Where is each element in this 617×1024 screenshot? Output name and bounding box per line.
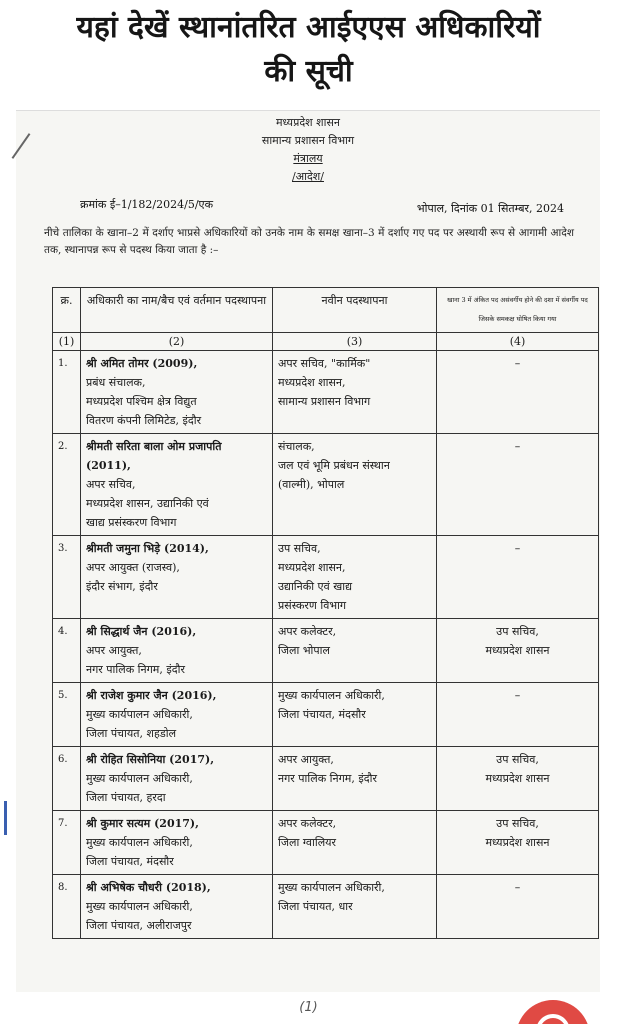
current-posting-line: जिला पंचायत, हरदा xyxy=(86,791,166,804)
current-posting-line: इंदौर संभाग, इंदौर xyxy=(86,580,158,593)
new-post-line: जिला ग्वालियर xyxy=(278,836,337,849)
officer-name: श्री अमित तोमर (2009), xyxy=(86,357,198,370)
cell-new-post xyxy=(273,683,437,747)
order-number: क्रमांक ई–1/182/2024/5/एक xyxy=(80,198,214,211)
current-posting-line: मुख्य कार्यपालन अधिकारी, xyxy=(86,772,193,785)
cell-new-post xyxy=(273,875,437,939)
cell-serial: 1. xyxy=(53,351,81,434)
table-row xyxy=(53,434,599,536)
new-post-line: अपर कलेक्टर, xyxy=(278,625,337,638)
doc-header-department: सामान्य प्रशासन विभाग xyxy=(261,134,355,147)
officer-name: श्रीमती जमुना भिड़े (2014), xyxy=(86,542,209,555)
current-posting-line: अपर आयुक्त, xyxy=(86,644,142,657)
cell-serial: 6. xyxy=(53,747,81,811)
equivalent-post-line: मध्यप्रदेश शासन xyxy=(485,644,550,657)
cell-equivalent-post xyxy=(437,351,599,434)
col-number: (1) xyxy=(53,333,81,351)
new-post-line: अपर आयुक्त, xyxy=(278,753,334,766)
doc-header-ministry: मंत्रालय xyxy=(293,152,323,165)
equivalent-post-line: – xyxy=(514,440,521,453)
new-post-line: मध्यप्रदेश शासन, xyxy=(278,561,346,574)
cell-new-post xyxy=(273,536,437,619)
cell-new-post xyxy=(273,619,437,683)
new-post-line: प्रसंस्करण विभाग xyxy=(278,599,347,612)
header-sn: क्र. xyxy=(53,288,81,333)
current-posting-line: मुख्य कार्यपालन अधिकारी, xyxy=(86,708,193,721)
table-header-row xyxy=(53,288,599,333)
current-posting-line: मुख्य कार्यपालन अधिकारी, xyxy=(86,900,193,913)
equivalent-post-line: – xyxy=(514,689,521,702)
new-post-line: जिला पंचायत, धार xyxy=(278,900,353,913)
new-post-line: जिला भोपाल xyxy=(278,644,330,657)
table-row xyxy=(53,747,599,811)
cell-serial: 5. xyxy=(53,683,81,747)
headline-line-2: की सूची xyxy=(264,54,353,89)
officer-name: श्री कुमार सत्यम (2017), xyxy=(86,817,199,830)
header-officer: अधिकारी का नाम/बैच एवं वर्तमान पदस्थापना xyxy=(81,288,273,333)
cell-officer xyxy=(81,434,273,536)
page-number: (1) xyxy=(299,1000,318,1015)
header-new-post: नवीन पदस्थापना xyxy=(273,288,437,333)
current-posting-line: नगर पालिक निगम, इंदौर xyxy=(86,663,185,676)
new-post-line: जिला पंचायत, मंदसौर xyxy=(278,708,366,721)
table-row xyxy=(53,811,599,875)
cell-officer xyxy=(81,875,273,939)
order-intro-text: नीचे तालिका के खाना–2 में दर्शाए भाप्रसे अधिकारियों को उनके नाम के समक्ष खाना–3 में दर्शाए गए पद पर अस्थायी रूप से आगामी आदेश तक, स्थानापन्न रूप से पदस्थ किया जाता है :– xyxy=(44,227,574,256)
current-posting-line: प्रबंध संचालक, xyxy=(86,376,146,389)
cell-equivalent-post xyxy=(437,747,599,811)
equivalent-post-line: मध्यप्रदेश शासन xyxy=(485,772,550,785)
new-post-line: उप सचिव, xyxy=(278,542,321,555)
new-post-line: नगर पालिक निगम, इंदौर xyxy=(278,772,377,785)
new-post-line: मुख्य कार्यपालन अधिकारी, xyxy=(278,881,385,894)
cell-equivalent-post xyxy=(437,811,599,875)
current-posting-line: जिला पंचायत, मंदसौर xyxy=(86,855,174,868)
cell-equivalent-post xyxy=(437,434,599,536)
new-post-line: उद्यानिकी एवं खाद्य xyxy=(278,580,353,593)
cell-officer xyxy=(81,536,273,619)
cell-new-post xyxy=(273,747,437,811)
table-row xyxy=(53,683,599,747)
cell-equivalent-post xyxy=(437,683,599,747)
cell-new-post xyxy=(273,351,437,434)
current-posting-line: जिला पंचायत, अलीराजपुर xyxy=(86,919,192,932)
order-date: भोपाल, दिनांक 01 सितम्बर, 2024 xyxy=(416,202,564,215)
cell-equivalent-post xyxy=(437,536,599,619)
current-posting-line: मुख्य कार्यपालन अधिकारी, xyxy=(86,836,193,849)
equivalent-post-line: उप सचिव, xyxy=(496,625,539,638)
equivalent-post-line: उप सचिव, xyxy=(496,817,539,830)
col-number: (2) xyxy=(81,333,273,351)
equivalent-post-line: – xyxy=(514,357,521,370)
officer-name: श्री सिद्धार्थ जैन (2016), xyxy=(86,625,197,638)
table-row xyxy=(53,875,599,939)
cell-officer xyxy=(81,619,273,683)
scroll-indicator xyxy=(4,801,7,835)
order-document-image xyxy=(16,110,600,992)
doc-header-government: मध्यप्रदेश शासन xyxy=(275,116,341,129)
current-posting-line: जिला पंचायत, शहडोल xyxy=(86,727,177,740)
current-posting-line: मध्यप्रदेश पश्चिम क्षेत्र विद्युत xyxy=(86,395,197,408)
transfer-table xyxy=(52,287,599,939)
current-posting-line: खाद्य प्रसंस्करण विभाग xyxy=(86,516,177,529)
new-post-line: सामान्य प्रशासन विभाग xyxy=(278,395,371,408)
cell-officer xyxy=(81,683,273,747)
cell-equivalent-post xyxy=(437,619,599,683)
cell-officer xyxy=(81,351,273,434)
new-post-line: मुख्य कार्यपालन अधिकारी, xyxy=(278,689,385,702)
new-post-line: अपर कलेक्टर, xyxy=(278,817,337,830)
headline-line-1: यहां देखें स्थानांतरित आईएएस अधिकारियों xyxy=(76,10,541,45)
share-icon xyxy=(536,1014,570,1024)
current-posting-line: अपर सचिव, xyxy=(86,478,136,491)
equivalent-post-line: – xyxy=(514,881,521,894)
equivalent-post-line: उप सचिव, xyxy=(496,753,539,766)
officer-name: श्री राजेश कुमार जैन (2016), xyxy=(86,689,217,702)
new-post-line: संचालक, xyxy=(278,440,315,453)
cell-equivalent-post xyxy=(437,875,599,939)
officer-name: श्री अभिषेक चौधरी (2018), xyxy=(86,881,211,894)
officer-name: श्री रोहित सिसोनिया (2017), xyxy=(86,753,215,766)
cell-serial: 8. xyxy=(53,875,81,939)
new-post-line: अपर सचिव, "कार्मिक" xyxy=(278,357,371,370)
current-posting-line: वितरण कंपनी लिमिटेड, इंदौर xyxy=(86,414,202,427)
current-posting-line: अपर आयुक्त (राजस्व), xyxy=(86,561,180,574)
table-row xyxy=(53,351,599,434)
cell-serial: 3. xyxy=(53,536,81,619)
cell-serial: 7. xyxy=(53,811,81,875)
officer-name: श्रीमती सरिता बाला ओम प्रजापति (2011), xyxy=(86,440,222,472)
article-headline xyxy=(0,6,617,94)
equivalent-post-line: – xyxy=(514,542,521,555)
header-note: खाना 3 में अंकित पद असंवर्गीय होने की दशा में संवर्गीय पद जिसके समकक्ष घोषित किया गया xyxy=(437,288,599,333)
new-post-line: (वाल्मी), भोपाल xyxy=(278,478,345,491)
cell-serial: 4. xyxy=(53,619,81,683)
table-row xyxy=(53,619,599,683)
cell-new-post xyxy=(273,434,437,536)
new-post-line: जल एवं भूमि प्रबंधन संस्थान xyxy=(278,459,390,472)
equivalent-post-line: मध्यप्रदेश शासन xyxy=(485,836,550,849)
new-post-line: मध्यप्रदेश शासन, xyxy=(278,376,346,389)
doc-header-order: /आदेश/ xyxy=(292,170,324,183)
cell-new-post xyxy=(273,811,437,875)
table-row xyxy=(53,536,599,619)
col-number: (3) xyxy=(273,333,437,351)
cell-officer xyxy=(81,747,273,811)
column-number-row xyxy=(53,333,599,351)
col-number: (4) xyxy=(437,333,599,351)
cell-serial: 2. xyxy=(53,434,81,536)
current-posting-line: मध्यप्रदेश शासन, उद्यानिकी एवं xyxy=(86,497,209,510)
cell-officer xyxy=(81,811,273,875)
